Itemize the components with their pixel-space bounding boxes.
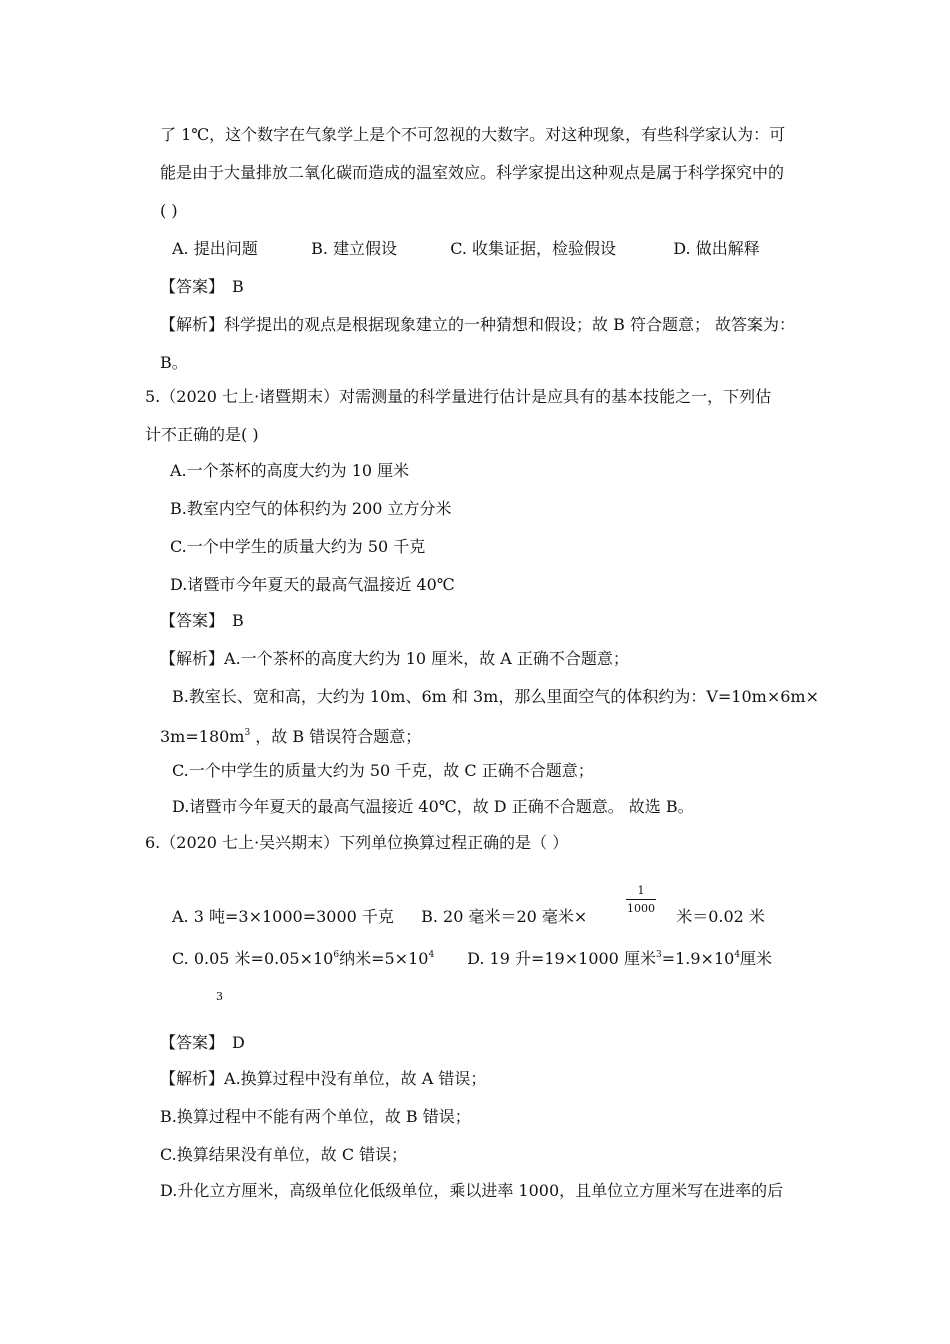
q6-option-a: A. 3 吨=3×1000=3000 千克 [172, 907, 394, 926]
q4-analysis-line-1 [160, 314, 795, 336]
q6-option-d [467, 944, 772, 970]
q5-option-c: C.一个中学生的质量大约为 50 千克 [170, 537, 426, 556]
q4-text-line-1: 了 1℃，这个数字在气象学上是个不可忽视的大数字。对这种现象，有些科学家认为：可 [160, 125, 786, 144]
q6-analysis-c: C.换算结果没有单位，故 C 错误； [160, 1145, 408, 1164]
exponent-2: 4 [734, 950, 741, 960]
fraction-numerator: 1 [637, 884, 645, 897]
q5-option-d: D.诸暨市今年夏天的最高气温接近 40℃ [170, 575, 455, 594]
option-d-unit: 厘米 [740, 949, 773, 968]
answer-label: 【答案】 [160, 611, 225, 630]
q5-option-b: B.教室内空气的体积约为 200 立方分米 [170, 499, 452, 518]
q4-options [172, 238, 760, 260]
option-c-text: C. 0.05 米=0.05×10 [172, 949, 334, 968]
q4-option-c: C. 收集证据，检验假设 [450, 239, 617, 258]
q5-analysis-c: C.一个中学生的质量大约为 50 千克，故 C 正确不合题意； [172, 761, 594, 780]
q5-stem-line-2: 计不正确的是( ) [145, 425, 259, 444]
analysis-text: A.换算过程中没有单位，故 A 错误； [224, 1069, 487, 1088]
fraction-denominator: 1000 [627, 902, 655, 915]
answer-label: 【答案】 [160, 1033, 225, 1052]
q5-stem-line-1: 5.（2020 七上·诸暨期末）对需测量的科学量进行估计是应具有的基本技能之一，下列估 [145, 387, 772, 406]
answer-value: B [232, 277, 244, 296]
analysis-text: 科学提出的观点是根据现象建立的一种猜想和假设；故 B 符合题意； 故答案为： [224, 315, 796, 334]
option-d-text-2: =1.9×10 [661, 949, 735, 968]
q4-analysis-line-2: B。 [160, 353, 188, 372]
q5-analysis-a [160, 648, 629, 670]
q6-options-row-2 [172, 944, 772, 970]
q4-text-line-3: ( ) [160, 201, 178, 220]
q6-answer [160, 1032, 245, 1054]
analysis-label: 【解析】 [160, 315, 225, 334]
q6-option-b-prefix: B. 20 毫米＝20 毫米× [421, 907, 588, 926]
volume-value: 3m=180m [160, 727, 245, 746]
q5-analysis-d: D.诸暨市今年夏天的最高气温接近 40℃，故 D 正确不合题意。 故选 B。 [172, 797, 694, 816]
q5-option-a: A.一个茶杯的高度大约为 10 厘米 [170, 461, 410, 480]
q6-option-b-suffix: 米＝0.02 米 [676, 907, 765, 926]
q6-option-c [172, 944, 462, 970]
answer-value: B [232, 611, 244, 630]
cube-superscript: 3 [244, 728, 251, 738]
exponent-2: 4 [428, 950, 435, 960]
analysis-label: 【解析】 [160, 649, 225, 668]
q4-option-a: A. 提出问题 [172, 239, 258, 258]
q5-analysis-b-line-2 [160, 722, 421, 748]
q4-option-b: B. 建立假设 [311, 239, 398, 258]
q6-analysis-b: B.换算过程中不能有两个单位，故 B 错误； [160, 1107, 471, 1126]
q6-analysis-d: D.升化立方厘米，高级单位化低级单位，乘以进率 1000，且单位立方厘米写在进率的后 [160, 1181, 784, 1200]
analysis-label: 【解析】 [160, 1069, 225, 1088]
answer-label: 【答案】 [160, 277, 225, 296]
q4-option-d: D. 做出解释 [673, 239, 760, 258]
option-c-text-2: 纳米=5×10 [339, 949, 429, 968]
q5-answer [160, 610, 244, 632]
q6-option-d-wrapped-exponent: 3 [216, 990, 223, 1003]
q4-answer [160, 276, 244, 298]
q6-options-row-1 [172, 906, 765, 928]
answer-value: D [232, 1033, 245, 1052]
q6-stem: 6.（2020 七上·吴兴期末）下列单位换算过程正确的是（ ） [145, 833, 569, 852]
exponent: 3 [655, 950, 662, 960]
exponent: 6 [333, 950, 340, 960]
q5-analysis-b-line-1: B.教室长、宽和高，大约为 10m、6m 和 3m，那么里面空气的体积约为：V=10m×6m× [172, 687, 819, 706]
fraction-bar [626, 899, 656, 900]
option-d-text: D. 19 升=19×1000 厘米 [467, 949, 656, 968]
analysis-b-conclusion: ，故 B 错误符合题意； [250, 727, 422, 746]
q4-text-line-2: 能是由于大量排放二氧化碳而造成的温室效应。科学家提出这种观点是属于科学探究中的 [160, 163, 785, 182]
analysis-text: A.一个茶杯的高度大约为 10 厘米，故 A 正确不合题意； [224, 649, 629, 668]
q6-analysis-a [160, 1068, 486, 1090]
